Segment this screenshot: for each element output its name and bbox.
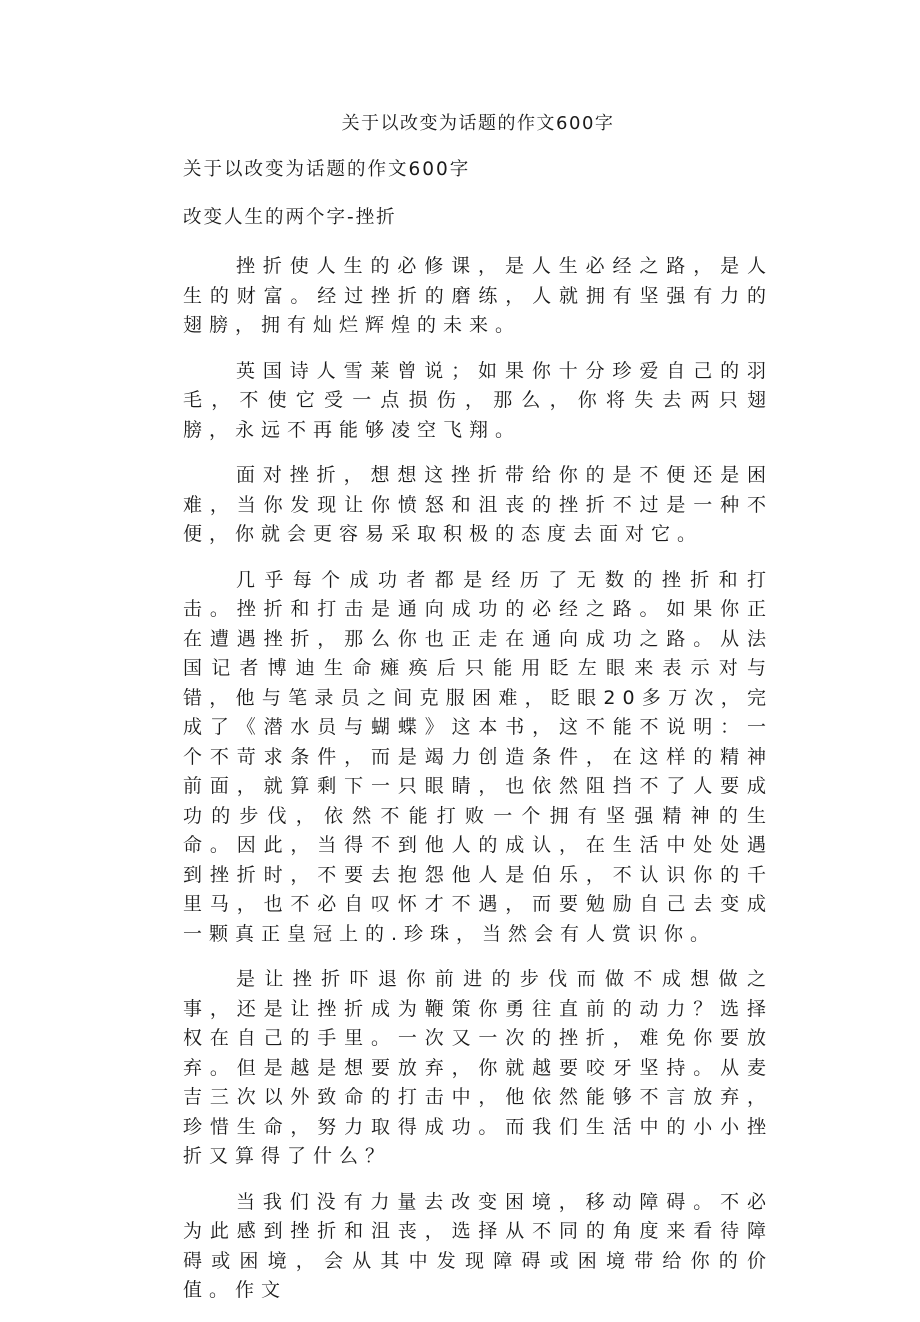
document-subtitle: 关于以改变为话题的作文600字	[183, 159, 471, 180]
document-title: 关于以改变为话题的作文600字	[341, 113, 615, 134]
paragraph-5: 是让挫折吓退你前进的步伐而做不成想做之事，还是让挫折成为鞭策你勇往直前的动力？选择权在自己的手里。一次又一次的挫折，难免你要放弃。但是越是想要放弃，你就越要咬牙坚持。从麦吉三次以外致命的打击中，他依然能够不言放弃，珍惜生命，努力取得成功。而我们生活中的小小挫折又算得了什么？	[183, 968, 773, 1167]
document-page	[183, 110, 773, 1322]
paragraph-6: 当我们没有力量去改变困境，移动障碍。不必为此感到挫折和沮丧，选择从不同的角度来看待障碍或困境，会从其中发现障碍或困境带给你的价值。作文	[183, 1190, 773, 1301]
paragraph-4: 几乎每个成功者都是经历了无数的挫折和打击。挫折和打击是通向成功的必经之路。如果你正在遭遇挫折，那么你也正走在通向成功之路。从法国记者博迪生命瘫痪后只能用眨左眼来表示对与错，他与笔录员之间克服困难，眨眼20多万次，完成了《潜水员与蝴蝶》这本书，这不能不说明：一个不苛求条件，而是竭力创造条件，在这样的精神前面，就算剩下一只眼睛，也依然阻挡不了人要成功的步伐，依然不能打败一个拥有坚强精神的生命。因此，当得不到他人的成认，在生活中处处遇到挫折时，不要去抱怨他人是伯乐，不认识你的千里马，也不必自叹怀才不遇，而要勉励自己去变成一颗真正皇冠上的.珍珠，当然会有人赏识你。	[183, 568, 773, 945]
paragraph-3: 面对挫折，想想这挫折带给你的是不便还是困难，当你发现让你愤怒和沮丧的挫折不过是一种不便，你就会更容易采取积极的态度去面对它。	[183, 464, 773, 545]
essay-heading: 改变人生的两个字-挫折	[183, 207, 397, 228]
paragraph-1: 挫折使人生的必修课，是人生必经之路，是人生的财富。经过挫折的磨练，人就拥有坚强有力的翅膀，拥有灿烂辉煌的未来。	[183, 255, 773, 336]
paragraph-2: 英国诗人雪莱曾说；如果你十分珍爱自己的羽毛，不使它受一点损伤，那么，你将失去两只翅膀，永远不再能够凌空飞翔。	[183, 359, 773, 441]
